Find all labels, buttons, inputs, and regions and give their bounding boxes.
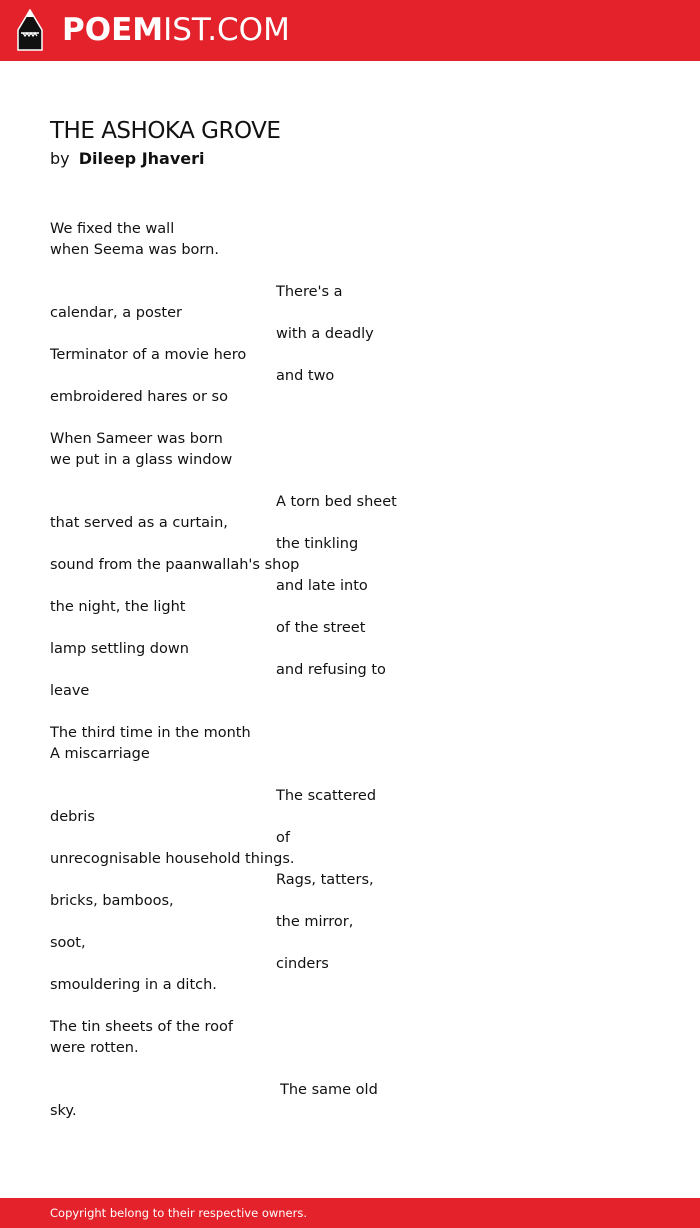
poem-line: sound from the paanwallah's shop <box>50 557 300 573</box>
poem-line: The third time in the month <box>50 725 251 741</box>
stanza-break <box>50 471 650 492</box>
poem-line: The tin sheets of the roof <box>50 1019 234 1035</box>
logo-bold-text: POEM <box>62 12 164 48</box>
poem-line: of <box>276 830 290 846</box>
byline <box>50 149 205 169</box>
poem-line: were rotten. <box>50 1040 139 1056</box>
stanza-break <box>50 765 650 786</box>
poem-line: and late into <box>276 578 368 594</box>
poem-line: when Seema was born. <box>50 242 219 258</box>
poem-line: sky. <box>50 1103 77 1119</box>
poem-line: There's a <box>276 284 343 300</box>
site-footer <box>0 1198 700 1228</box>
byline-prefix: by <box>50 149 70 168</box>
poem-line: soot, <box>50 935 86 951</box>
poem-line: the mirror, <box>276 914 354 930</box>
poem-line: We fixed the wall <box>50 221 175 237</box>
poem-line: with a deadly <box>276 326 374 342</box>
poem-line: embroidered hares or so <box>50 389 228 405</box>
poem-line: of the street <box>276 620 366 636</box>
poem-title: THE ASHOKA GROVE <box>50 118 281 144</box>
poem-line: The scattered <box>276 788 377 804</box>
author-name: Dileep Jhaveri <box>78 149 205 168</box>
poem-line: bricks, bamboos, <box>50 893 174 909</box>
logo-light-text: IST.COM <box>163 12 290 48</box>
poem-line: calendar, a poster <box>50 305 182 321</box>
poem-line: A miscarriage <box>50 746 150 762</box>
copyright-text: Copyright belong to their respective owners. <box>50 1206 308 1220</box>
poem-line: smouldering in a ditch. <box>50 977 217 993</box>
stanza-break <box>50 261 650 282</box>
poem-line: A torn bed sheet <box>276 494 397 510</box>
poem-line: Terminator of a movie hero <box>50 347 247 363</box>
poem-line: the night, the light <box>50 599 186 615</box>
poem-line: Rags, tatters, <box>276 872 374 888</box>
poem-body <box>50 219 650 1122</box>
stanza-break <box>50 408 650 429</box>
poem-line: When Sameer was born <box>50 431 223 447</box>
pencil-icon <box>17 9 43 51</box>
poem-line: lamp settling down <box>50 641 189 657</box>
site-logo-link[interactable] <box>62 12 290 48</box>
poem-line: and two <box>276 368 335 384</box>
poem-line: unrecognisable household things. <box>50 851 295 867</box>
poem-line: and refusing to <box>276 662 386 678</box>
poem-line: The same old <box>280 1082 378 1098</box>
site-header <box>0 0 700 61</box>
poem-line: we put in a glass window <box>50 452 233 468</box>
poem-line: the tinkling <box>276 536 359 552</box>
poem-line: debris <box>50 809 95 825</box>
stanza-break <box>50 996 650 1017</box>
poem-line: leave <box>50 683 90 699</box>
stanza-break <box>50 1059 650 1080</box>
poem-line: that served as a curtain, <box>50 515 228 531</box>
poem-line: cinders <box>276 956 329 972</box>
stanza-break <box>50 702 650 723</box>
